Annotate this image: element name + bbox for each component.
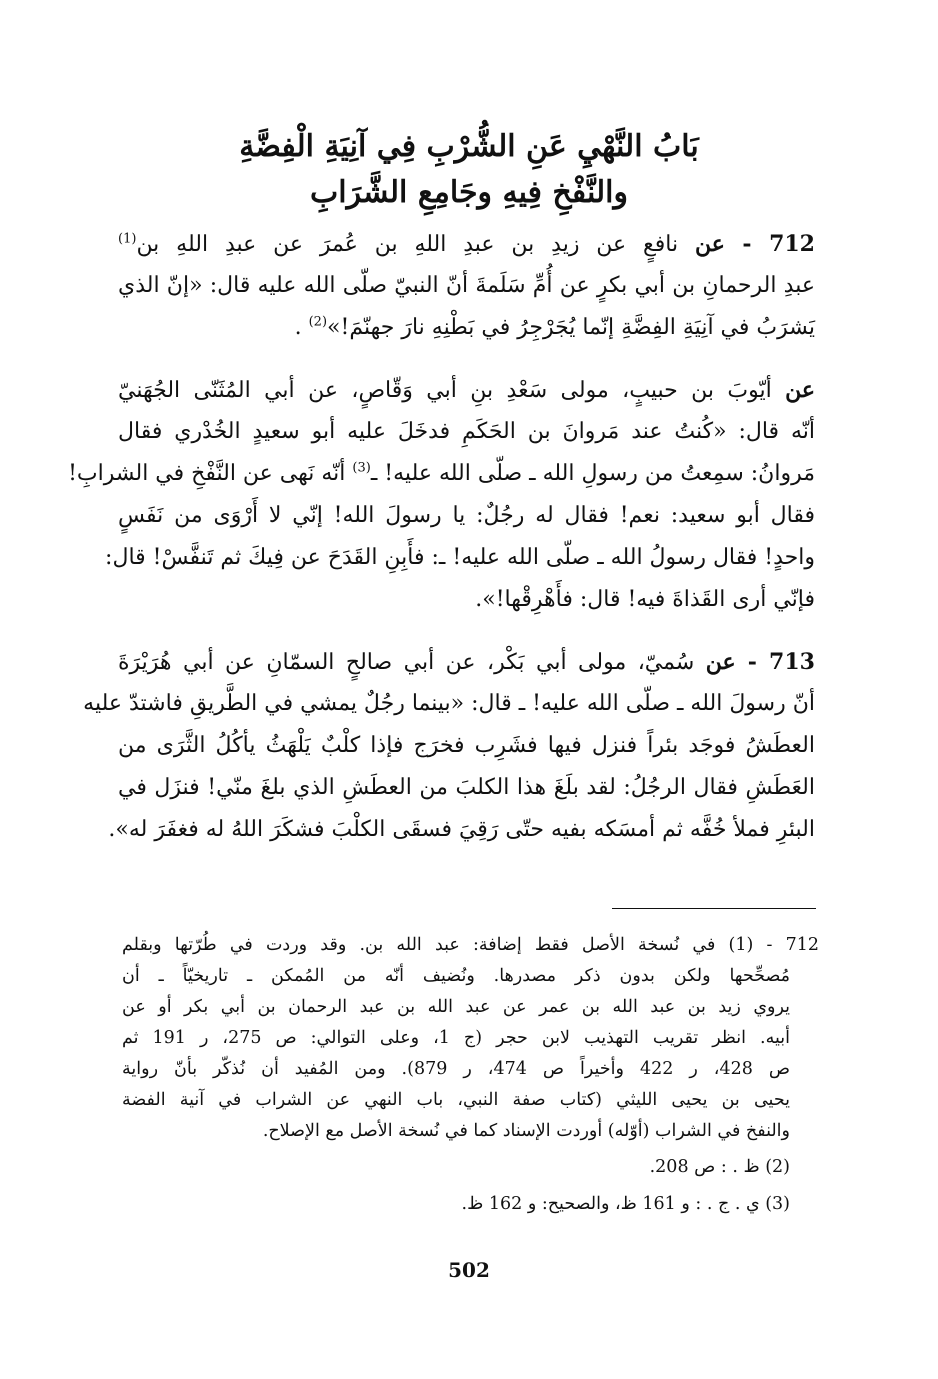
footnote-1-line7: والنفخ في الشراب (أوّله) أوردت الإسناد كما في نُسخة الأصل مع الإصلاح.: [262, 1121, 790, 1141]
footnote-ref: (3): [352, 460, 371, 476]
an-keyword: عن: [694, 231, 725, 257]
hadith-712-line1: 712 - عن نافعٍ عن زيدِ بن عبدِ اللهِ بن عُمرَ عن عبدِ اللهِ بن$^{(1)}$: [118, 231, 815, 257]
an-keyword: عن: [785, 377, 815, 403]
footnote-1-line2: مُصحِّحها ولكن بدون ذكر مصدرها. ونُضيف أنّه من المُمكن ـ تاريخيّاً ـ أن: [122, 966, 790, 986]
chapter-title-line2: والنَّفْخِ فِيهِ وجَامِعِ الشَّرَابِ: [310, 175, 628, 210]
ayyub-line3: مَروانُ: سمِعتُ من رسولِ الله ـ صلّى الله عليه! ـ$^{(3)}$ أنّه نَهى عن النَّفْخِ في الشرابِ!: [68, 460, 815, 486]
ayyub-line1: عن أيّوبَ بن حبيبٍ، مولى سَعْدِ بنِ أبي وَقّاصٍ، عن أبي المُثَنّى الجُهَنيّ: [118, 377, 815, 403]
hadith-712-line3: يَشرَبُ في آنِيَةِ الفِضَّةِ إنّما يُجَرْجِرُ في بَطْنِهِ نارَ جهنّمَ!»$^{(2)}$ .: [294, 314, 815, 340]
hadith-713-line5: البئرِ فملأ خُفَّه ثم أمسَكه بفيه حتّى رَقِيَ فسقَى الكلْبَ فشكَرَ اللهُ له فغفَرَ له».: [108, 817, 815, 842]
hadith-713-line3: العطَشُ فوجَد بئراً فنزل فيها فشَرِب فخرَج فإذا كلْبٌ يَلْهَثُ يأكُلُ الثَّرَى من: [118, 733, 815, 758]
hadith-number: 712: [769, 231, 815, 257]
footnote-ref: (2): [308, 314, 328, 330]
hadith-713-line4: العَطَشِ فقال الرجُلُ: لقد بلَغَ هذا الكلبَ من العطَشِ الذي بلغَ منّي! فنزَل في: [118, 775, 815, 800]
footnote-ref: (1): [118, 231, 137, 247]
footnote-1-line1: 712 - (1) في نُسخة الأصل فقط إضافة: عبد الله بن. وقد وردت في طُرّتها وبقلم: [122, 935, 819, 955]
ayyub-line5: واحدٍ! فقال رسولُ الله ـ صلّى الله عليه! ـ: فأَبِنِ القَدَحَ عن فِيكَ ثم تَنفَّسْ! قال:: [105, 545, 815, 570]
hadith-number: 713: [769, 649, 815, 675]
page-number: 502: [448, 1258, 490, 1282]
footnote-2: (2) ظ . : ص 208.: [649, 1157, 790, 1177]
ayyub-line2: أنّه قال: «كُنتُ عند مَروانَ بن الحَكَمِ فدخَلَ عليه أبو سعيدٍ الخُدْري فقال: [118, 419, 815, 444]
footnote-1-line3: يروي زيد بن عبد الله بن عمر عن عبد الله بن عبد الرحمان بن أبي بكر أو عن: [122, 997, 790, 1017]
ayyub-line4: فقال أبو سعيد: نعم! فقال له رجُلٌ: يا رسولَ الله! إنّي لا أَرْوَى من نَفَسٍ: [118, 503, 815, 528]
hadith-713-line2: أنّ رسولَ الله ـ صلّى الله عليه! ـ قال: «بينما رجُلٌ يمشي في الطَّريقِ فاشتدّ عليه: [83, 691, 815, 716]
footnote-1-line4: أبيه. انظر تقريب التهذيب لابن حجر (ج 1، وعلى التوالي: ص 275، ر 191 ثم: [122, 1028, 790, 1048]
chapter-title-line1: بَابُ النَّهْيِ عَنِ الشُّرْبِ فِي آنِيَةِ الْفِضَّةِ: [239, 129, 699, 164]
footnote-separator: [612, 908, 816, 909]
an-keyword: عن: [705, 649, 736, 675]
footnote-3: (3) ي . ج . : و 161 ظ، والصحيح: و 162 ظ.: [461, 1194, 790, 1214]
footnote-1-line6: يحيى بن يحيى الليثي (كتاب صفة النبي، باب النهي عن الشراب في آنية الفضة: [122, 1090, 790, 1110]
hadith-712-line2: عبدِ الرحمانِ بن أبي بكرٍ عن أُمِّ سَلَمةَ أنّ النبيّ صلّى الله عليه قال: «إنّ الذي: [118, 273, 815, 298]
footnote-1-line5: ص 428، ر 422 وأخيراً ص 474، ر 879). ومن المُفيد أن نُذكّر بأنّ رواية: [122, 1059, 790, 1079]
ayyub-line6: فإنّي أرى القَذاةَ فيه! قال: فأَهْرِقْها!».: [475, 587, 815, 612]
hadith-713-line1: 713 - عن سُميّ، مولى أبي بَكْر، عن أبي صالحٍ السمّانِ عن أبي هُرَيْرَةَ: [118, 649, 815, 675]
